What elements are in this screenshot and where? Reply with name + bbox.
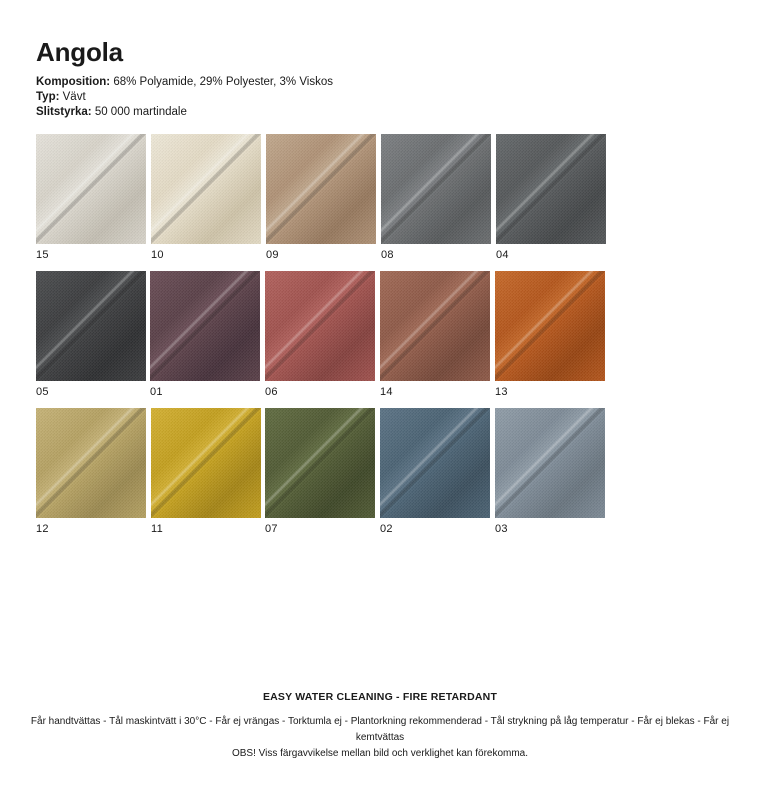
page-title: Angola [36,37,123,67]
color-swatch[interactable] [150,271,260,381]
swatch-cell[interactable] [151,408,265,535]
color-swatch[interactable] [36,408,146,518]
color-swatch[interactable] [495,408,605,518]
fabric-texture [265,271,375,381]
swatch-cell[interactable] [36,134,150,261]
swatch-code: 14 [380,385,393,398]
care-instructions-line-2: OBS! Viss färgavvikelse mellan bild och verklighet kan förekomma. [231,748,529,759]
fabric-texture [266,134,376,244]
spec-list [36,75,724,120]
spec-row-slitstyrka [36,105,724,120]
color-swatch[interactable] [265,271,375,381]
swatch-cell[interactable] [381,134,495,261]
color-swatch[interactable] [36,134,146,244]
swatch-cell[interactable] [380,408,494,535]
swatch-cell[interactable] [380,271,494,398]
swatch-code: 02 [380,522,393,535]
swatch-cell[interactable] [495,271,609,398]
spec-label-typ: Typ: [36,90,60,103]
swatch-code: 09 [266,248,279,261]
color-swatch[interactable] [381,134,491,244]
color-swatch[interactable] [36,271,146,381]
swatch-code: 13 [495,385,508,398]
fabric-texture [150,271,260,381]
swatch-cell[interactable] [495,408,609,535]
care-footer [0,691,760,762]
spec-row-typ [36,90,724,105]
spec-label-komposition: Komposition: [36,75,111,88]
swatch-code: 03 [495,522,508,535]
swatch-code: 11 [151,522,164,535]
fabric-texture [36,134,146,244]
spec-value-komposition: 68% Polyamide, 29% Polyester, 3% Viskos [113,75,333,88]
color-swatch-grid [36,134,724,545]
swatch-cell[interactable] [36,271,150,398]
swatch-cell[interactable] [150,271,264,398]
swatch-code: 12 [36,522,49,535]
fabric-texture [265,408,375,518]
spec-value-typ: Vävt [62,90,86,103]
spec-value-slitstyrka: 50 000 martindale [94,105,187,118]
fabric-texture [36,271,146,381]
swatch-code: 06 [265,385,278,398]
swatch-cell[interactable] [151,134,265,261]
spec-row-komposition [36,75,724,90]
swatch-code: 05 [36,385,49,398]
swatch-code: 07 [265,522,278,535]
swatch-cell[interactable] [265,408,379,535]
fabric-texture [36,408,146,518]
swatch-cell[interactable] [266,134,380,261]
fabric-texture [380,408,490,518]
swatch-cell[interactable] [36,408,150,535]
fabric-texture [495,408,605,518]
swatch-cell[interactable] [496,134,610,261]
footer-title: EASY WATER CLEANING - FIRE RETARDANT [262,691,498,703]
color-swatch[interactable] [380,408,490,518]
color-swatch[interactable] [265,408,375,518]
fabric-texture [496,134,606,244]
color-swatch[interactable] [151,408,261,518]
swatch-code: 15 [36,248,49,261]
swatch-cell[interactable] [265,271,379,398]
swatch-code: 04 [496,248,509,261]
fabric-texture [495,271,605,381]
fabric-texture [381,134,491,244]
color-swatch[interactable] [495,271,605,381]
swatch-code: 01 [150,385,163,398]
color-swatch[interactable] [380,271,490,381]
swatch-code: 10 [151,248,164,261]
care-instructions-line-1: Får handtvättas - Tål maskintvätt i 30°C - Får ej vrängas - Torktumla ej - Plantorkning rekommenderad - Tål strykning på låg temperatur - Får ej blekas - Får ej kemtvättas [30,716,730,743]
fabric-texture [151,408,261,518]
fabric-texture [151,134,261,244]
spec-label-slitstyrka: Slitstyrka: [36,105,92,118]
color-swatch[interactable] [266,134,376,244]
color-swatch[interactable] [496,134,606,244]
swatch-code: 08 [381,248,394,261]
fabric-texture [380,271,490,381]
color-swatch[interactable] [151,134,261,244]
